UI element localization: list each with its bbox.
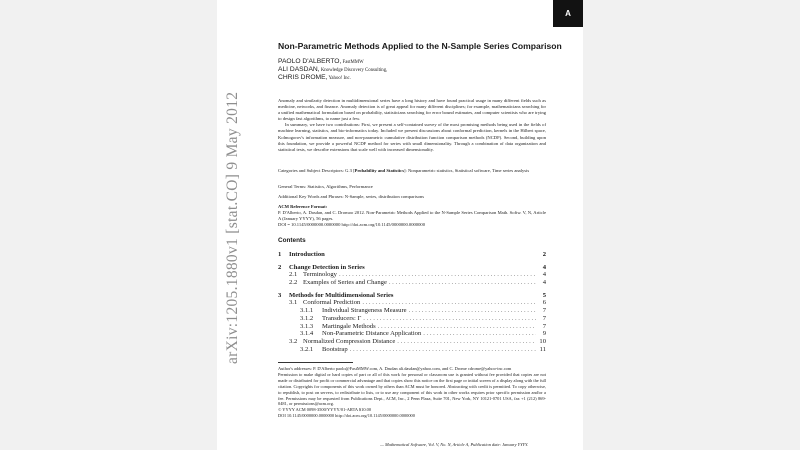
author-1 bbox=[278, 58, 387, 66]
footnote bbox=[278, 366, 546, 419]
toc-entry[interactable] bbox=[278, 299, 546, 307]
toc-label: Methods for Multidimensional Series bbox=[289, 291, 394, 299]
toc-label: Bootstrap bbox=[322, 345, 348, 353]
author-2 bbox=[278, 66, 387, 74]
toc-number: 3.1.2 bbox=[300, 314, 314, 322]
acm-reference-citation: P. D'Alberto, A. Dasdan, and C. Dromoo 2012. Non-Parametric Methods Applied to the N-Sample Series Comparison Math. Softw. V, N, Article A (January YYYY), 56 pages. bbox=[278, 210, 546, 222]
toc-page-number: 2 bbox=[542, 251, 546, 258]
author-3 bbox=[278, 74, 387, 82]
toc-page-number: 5 bbox=[542, 291, 546, 299]
toc-label: Examples of Series and Change bbox=[303, 279, 387, 287]
toc-entry[interactable] bbox=[278, 251, 546, 259]
toc-number: 2 bbox=[278, 263, 282, 271]
author-name: CHRIS DROME, bbox=[278, 74, 328, 82]
toc-page-number: 11 bbox=[539, 345, 546, 353]
toc-number: 1 bbox=[278, 251, 282, 258]
toc-entry[interactable] bbox=[278, 264, 546, 272]
arxiv-stamp: arXiv:1205.1880v1 [stat.CO] 9 May 2012 bbox=[224, 91, 241, 364]
toc-label: Change Detection in Series bbox=[289, 263, 365, 271]
toc-page-number: 4 bbox=[542, 271, 546, 279]
acm-reference-heading: ACM Reference Format: bbox=[278, 204, 328, 209]
categories-prefix: Categories and Subject Descriptors: G.3 [ bbox=[278, 168, 355, 173]
toc-label: Individual Strangeness Measure bbox=[322, 307, 407, 315]
toc-page-number: 7 bbox=[542, 314, 546, 322]
general-terms: General Terms: Statistics, Algorithms, Performance bbox=[278, 184, 373, 189]
toc-leader bbox=[363, 315, 536, 322]
author-name: ALI DASDAN, bbox=[278, 66, 320, 74]
author-addresses: Author's addresses: P. D'Alberto paolo@FastMMW.com, A. Dasdan ali.dasdan@yahoo.com, and C. Drome cdrome@yahoo-inc.com bbox=[278, 366, 512, 371]
toc-leader bbox=[362, 299, 536, 306]
contents-heading: Contents bbox=[278, 237, 306, 244]
author-name: PAOLO D'ALBERTO, bbox=[278, 58, 342, 65]
toc-entry[interactable] bbox=[278, 271, 546, 279]
toc-page-number: 7 bbox=[542, 322, 546, 330]
toc-number: 2.2 bbox=[289, 279, 298, 287]
paper-title: Non-Parametric Methods Applied to the N-Sample Series Comparison bbox=[278, 41, 562, 51]
toc-number: 3.1.1 bbox=[300, 307, 314, 315]
toc-label: Non-Parametric Distance Application bbox=[322, 330, 422, 338]
toc-entry[interactable] bbox=[278, 292, 546, 300]
toc-page-number: 7 bbox=[542, 307, 546, 315]
categories-suffix: ]: Nonparametric statistics, Statistical software, Time series analysis bbox=[403, 168, 530, 173]
toc-number: 3 bbox=[278, 291, 282, 299]
toc-number: 3.2.1 bbox=[300, 345, 314, 353]
toc-page-number: 4 bbox=[542, 263, 546, 271]
toc-number: 3.1 bbox=[289, 299, 298, 307]
abstract-paragraph-2: In summary, we have two contributions: First, we present a self-contained survey of the most promising methods being used in the fields of machine learning, statistics, and bio-informatics today. Included we present discussions about conformal prediction, kernels in the Hilbert space, Kolmogorov's information measure, and non-parametric cumulative distribution function comparison methods (NCDF). Second, building upon this foundation, we provide a powerful NCDF method for series with small dimensionality. Through a combination of data organization and statistical tests, we describe extensions that scale well with increased dimensionality. bbox=[278, 122, 546, 152]
footnote-doi: DOI 10.1145/0000000.0000000 http://doi.acm.org/10.1145/0000000.0000000 bbox=[278, 413, 415, 419]
toc-leader bbox=[423, 330, 536, 337]
toc-entry[interactable] bbox=[278, 330, 546, 338]
toc-page-number: 10 bbox=[539, 337, 546, 345]
toc-leader bbox=[409, 307, 536, 314]
categories bbox=[278, 168, 546, 174]
author-list bbox=[278, 58, 387, 83]
acm-reference-doi: DOI = 10.1145/0000000.0000000 http://doi.acm.org/10.1145/0000000.0000000 bbox=[278, 222, 425, 228]
toc-entry[interactable] bbox=[278, 315, 546, 323]
abstract bbox=[278, 98, 546, 153]
categories-bold: Probability and Statistics bbox=[354, 168, 404, 173]
toc-entry[interactable] bbox=[278, 279, 546, 287]
table-of-contents bbox=[278, 251, 546, 353]
toc-page-number: 9 bbox=[542, 330, 546, 338]
page-footer: — Mathematical Software, Vol. V, No. N, Article A, Publication date: January YYYY. bbox=[380, 442, 529, 447]
toc-number: 3.2 bbox=[289, 337, 298, 345]
acm-reference bbox=[278, 204, 546, 228]
toc-label: Introduction bbox=[289, 251, 325, 258]
abstract-paragraph-1: Anomaly and similarity detection in multidimensional series have a long history and have found practical usage in many different fields such as medicine, networks, and finance. Anomaly detection is of great appeal for many different disciplines; for example, mathematicians searching for a unified mathematical formulation based on probability, statisticians searching for error bound estimates, and computer scientists who are trying to design fast algorithms, to name just a few. bbox=[278, 98, 546, 122]
toc-leader bbox=[397, 338, 536, 345]
toc-number: 3.1.3 bbox=[300, 322, 314, 330]
author-affiliation: FastMMW bbox=[341, 60, 364, 65]
permission-notice: Permission to make digital or hard copies of part or all of this work for personal or classroom use is granted without fee provided that copies are not made or distributed for profit or commercial advantage and that copies show this notice on the first page or initial screen of a display along with the full citation. Copyrights for components of this work owned by others than ACM must be honored. Abstracting with credit is permitted. To copy otherwise, to republish, to post on servers, to redistribute to lists, or to use any component of this work in other works requires prior specific permission and/or a fee. Permissions may be requested from Publications Dept., ACM, Inc., 2 Penn Plaza, Suite 701, New York, NY 10121-0701 USA, fax +1 (212) 869-0481, or permissions@acm.org. bbox=[278, 371, 546, 407]
toc-entry[interactable] bbox=[278, 346, 546, 354]
keywords: Additional Key Words and Phrases: N-Sample, series, distribution comparisons bbox=[278, 194, 425, 199]
toc-label: Normalized Compression Distance bbox=[303, 337, 396, 345]
toc-number: 2.1 bbox=[289, 271, 298, 279]
toc-label: Transducers: Γ bbox=[322, 314, 362, 322]
toc-entry[interactable] bbox=[278, 338, 546, 346]
toc-leader bbox=[339, 271, 536, 278]
toc-page-number: 4 bbox=[542, 279, 546, 287]
toc-number: 3.1.4 bbox=[300, 330, 314, 338]
toc-leader bbox=[350, 346, 536, 353]
article-letter-tab: A bbox=[553, 0, 583, 27]
toc-entry[interactable] bbox=[278, 323, 546, 331]
toc-page-number: 6 bbox=[542, 299, 546, 307]
footnote-rule bbox=[278, 362, 353, 363]
toc-label: Terminology bbox=[303, 271, 337, 279]
author-affiliation: Yahoo! Inc. bbox=[327, 76, 351, 82]
toc-leader bbox=[389, 279, 536, 286]
toc-entry[interactable] bbox=[278, 307, 546, 315]
toc-label: Martingale Methods bbox=[322, 322, 376, 330]
copyright-line: © YYYY ACM 0098-3500/YYYY/01-ARTA $10.00 bbox=[278, 407, 372, 413]
toc-label: Conformal Prediction bbox=[303, 299, 361, 307]
toc-leader bbox=[378, 323, 536, 330]
author-affiliation: Knowledge Discovery Consulting, bbox=[319, 68, 388, 74]
